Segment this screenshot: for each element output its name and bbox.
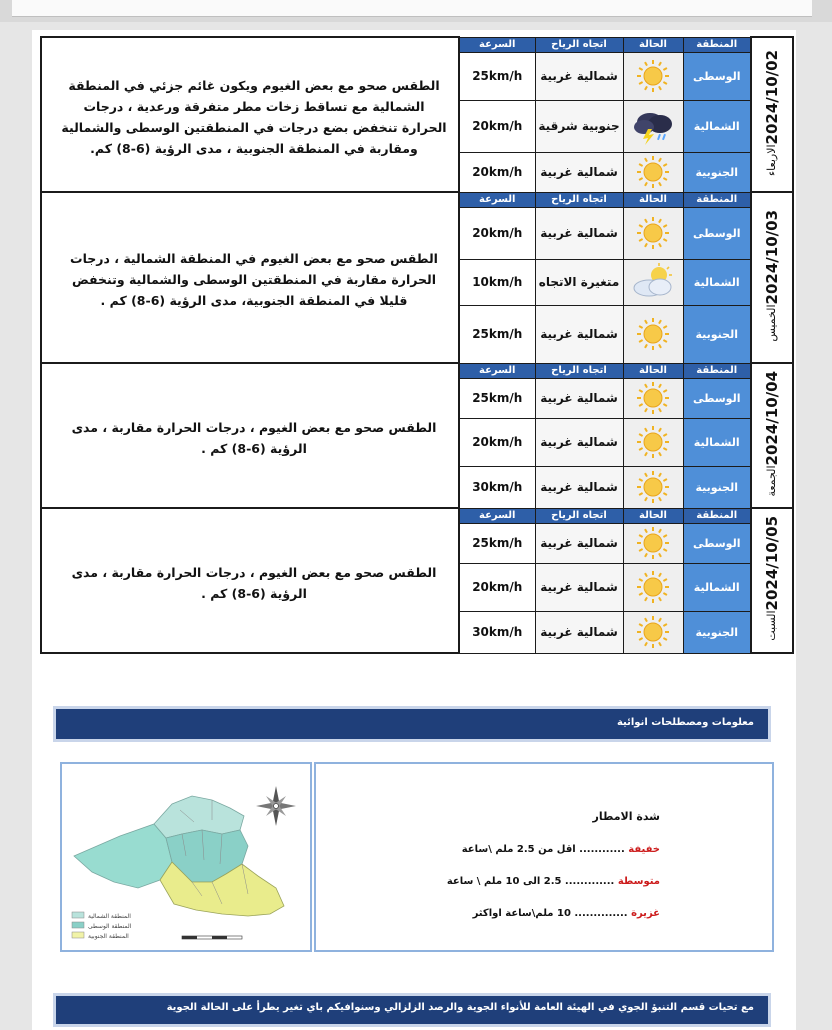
- wind-speed-cell: 25km/h: [459, 523, 535, 563]
- weather-icon-cell: [623, 152, 683, 192]
- legend-swatch-center: [72, 922, 84, 928]
- region-cell: الشمالية: [683, 259, 751, 305]
- regions-map-panel: [60, 762, 312, 952]
- legend-swatch-south: [72, 932, 84, 938]
- forecast-table: [40, 36, 794, 654]
- header-wind-dir: اتجاه الرياح: [535, 363, 623, 378]
- sun-icon: [633, 477, 673, 496]
- day-header-row: [41, 508, 793, 523]
- day-date-cell: [751, 192, 793, 363]
- wind-direction-cell: شمالية غربية: [535, 305, 623, 363]
- day-header-row: [41, 363, 793, 378]
- weather-icon-cell: [623, 378, 683, 418]
- day-name: الخميس: [765, 304, 778, 342]
- day-description: الطقس صحو مع بعض الغيوم ، درجات الحرارة مقاربة ، مدى الرؤية (6-8) كم .: [41, 363, 459, 508]
- weather-icon-cell: [623, 207, 683, 259]
- top-strip-panel: [12, 0, 812, 17]
- wind-speed-cell: 20km/h: [459, 100, 535, 152]
- region-cell: الشمالية: [683, 418, 751, 466]
- day-description: الطقس صحو مع بعض الغيوم ويكون غائم جزئي في المنطقة الشمالية مع تساقط زخات مطر متفرقة ورعدية ، درجات الحرارة تنخفض بضع درجات في المنطقتين الوسطى والشمالية ومقاربة في المنطقة الجنوبية ، مدى الرؤية (6-8) كم.: [41, 37, 459, 192]
- header-state: الحالة: [623, 508, 683, 523]
- day-description: الطقس صحو مع بعض الغيوم ، درجات الحرارة مقاربة ، مدى الرؤية (6-8) كم .: [41, 508, 459, 653]
- info-bar: [56, 709, 768, 739]
- wind-speed-cell: 20km/h: [459, 207, 535, 259]
- region-cell: الوسطى: [683, 52, 751, 100]
- legend-center-label: المنطقة الوسطى: [88, 923, 132, 930]
- top-strip: [0, 0, 832, 22]
- header-wind-dir: اتجاه الرياح: [535, 508, 623, 523]
- wind-speed-cell: 30km/h: [459, 611, 535, 653]
- day-date-value: 2024/10/04: [763, 370, 781, 466]
- day-date: [763, 210, 781, 342]
- region-cell: الوسطى: [683, 378, 751, 418]
- header-speed: السرعة: [459, 363, 535, 378]
- wind-direction-cell: متغيرة الاتجاه: [535, 259, 623, 305]
- wind-direction-cell: شمالية غربية: [535, 152, 623, 192]
- day-date: [763, 371, 781, 497]
- header-region: المنطقة: [683, 508, 751, 523]
- day-date: [763, 516, 781, 641]
- region-cell: الوسطى: [683, 523, 751, 563]
- map-legend: [72, 912, 132, 940]
- weather-icon-cell: [623, 52, 683, 100]
- compass-rose-icon: [256, 786, 296, 826]
- region-cell: الجنوبية: [683, 152, 751, 192]
- day-description: الطقس صحو مع بعض الغيوم في المنطقة الشمالية ، درجات الحرارة مقاربة في المنطقتين الوسطى والشمالية وتنخفض قليلا في المنطقة الجنوبية، مدى الرؤية (6-8) كم .: [41, 192, 459, 363]
- day-name: الاربعاء: [765, 143, 778, 176]
- day-date-cell: [751, 363, 793, 508]
- header-wind-dir: اتجاه الرياح: [535, 192, 623, 207]
- header-speed: السرعة: [459, 508, 535, 523]
- weather-icon-cell: [623, 305, 683, 363]
- wind-direction-cell: شمالية غربية: [535, 378, 623, 418]
- map-scale-bar: [182, 936, 242, 939]
- wind-direction-cell: شمالية غربية: [535, 523, 623, 563]
- header-region: المنطقة: [683, 192, 751, 207]
- wind-speed-cell: 25km/h: [459, 305, 535, 363]
- sun-icon: [633, 324, 673, 343]
- map-west-region: [74, 824, 172, 888]
- weather-icon-cell: [623, 259, 683, 305]
- footer-bar: [56, 996, 768, 1024]
- wind-speed-cell: 20km/h: [459, 563, 535, 611]
- day-name: السبت: [765, 610, 778, 641]
- rain-intensity-title: شدة الامطار: [592, 810, 660, 823]
- legend-north-label: المنطقة الشمالية: [88, 913, 131, 920]
- region-cell: الشمالية: [683, 563, 751, 611]
- wind-speed-cell: 30km/h: [459, 466, 535, 508]
- weather-icon-cell: [623, 466, 683, 508]
- region-cell: الجنوبية: [683, 611, 751, 653]
- sun-icon: [633, 533, 673, 552]
- header-speed: السرعة: [459, 37, 535, 52]
- header-state: الحالة: [623, 363, 683, 378]
- region-cell: الجنوبية: [683, 305, 751, 363]
- region-cell: الجنوبية: [683, 466, 751, 508]
- rain-moderate-label: متوسطة: [617, 876, 660, 887]
- header-wind-dir: اتجاه الرياح: [535, 37, 623, 52]
- wind-direction-cell: شمالية غربية: [535, 207, 623, 259]
- wind-speed-cell: 25km/h: [459, 378, 535, 418]
- header-region: المنطقة: [683, 37, 751, 52]
- legend-south-label: المنطقة الجنوبية: [88, 933, 129, 940]
- sun-icon: [633, 432, 673, 451]
- rain-moderate-row: [447, 876, 660, 887]
- header-speed: السرعة: [459, 192, 535, 207]
- wind-direction-cell: شمالية غربية: [535, 611, 623, 653]
- day-header-row: [41, 192, 793, 207]
- weather-icon-cell: [623, 563, 683, 611]
- wind-direction-cell: شمالية غربية: [535, 466, 623, 508]
- region-cell: الشمالية: [683, 100, 751, 152]
- rain-heavy-label: غزيرة: [631, 908, 660, 919]
- wind-speed-cell: 10km/h: [459, 259, 535, 305]
- day-date-value: 2024/10/03: [763, 209, 781, 305]
- partly-cloudy-icon: [629, 272, 677, 291]
- header-state: الحالة: [623, 192, 683, 207]
- weather-icon-cell: [623, 611, 683, 653]
- header-state: الحالة: [623, 37, 683, 52]
- legend-swatch-north: [72, 912, 84, 918]
- rain-heavy-text: .............. 10 ملم\ساعة اواكثر: [472, 908, 628, 919]
- header-region: المنطقة: [683, 363, 751, 378]
- day-date-cell: [751, 508, 793, 653]
- sun-icon: [633, 223, 673, 242]
- day-date-cell: [751, 37, 793, 192]
- weather-icon-cell: [623, 418, 683, 466]
- wind-direction-cell: شمالية غربية: [535, 418, 623, 466]
- wind-speed-cell: 20km/h: [459, 152, 535, 192]
- rain-moderate-text: ............. 2.5 الى 10 ملم \ ساعة: [446, 876, 615, 887]
- rain-light-text: ............ اقل من 2.5 ملم \ساعة: [461, 844, 625, 855]
- day-name: الجمعة: [765, 465, 778, 497]
- weather-icon-cell: [623, 100, 683, 152]
- wind-direction-cell: جنوبية شرقية: [535, 100, 623, 152]
- rain-light-row: [462, 844, 660, 855]
- day-date: [763, 50, 781, 176]
- weather-icon-cell: [623, 523, 683, 563]
- day-header-row: [41, 37, 793, 52]
- info-bar-title: معلومات ومصطلحات انوائية: [616, 717, 754, 728]
- rain-heavy-row: [473, 908, 660, 919]
- sun-icon: [633, 66, 673, 85]
- thunderstorm-icon: [630, 116, 676, 135]
- day-date-value: 2024/10/02: [763, 49, 781, 144]
- rain-intensity-panel: [314, 762, 774, 952]
- sun-icon: [633, 162, 673, 181]
- wind-speed-cell: 25km/h: [459, 52, 535, 100]
- wind-speed-cell: 20km/h: [459, 418, 535, 466]
- sun-icon: [633, 622, 673, 641]
- footer-text: مع تحيات قسم التنبؤ الجوي في الهيئة العامة للأنواء الجوية والرصد الزلزالي وسنوافيكم باي تغير يطرأ على الحالة الجوية: [166, 1002, 754, 1013]
- rain-light-label: خفيفة: [628, 844, 660, 855]
- iraq-regions-map: [62, 764, 310, 950]
- day-date-value: 2024/10/05: [763, 516, 781, 611]
- wind-direction-cell: شمالية غربية: [535, 563, 623, 611]
- wind-direction-cell: شمالية غربية: [535, 52, 623, 100]
- sun-icon: [633, 388, 673, 407]
- region-cell: الوسطى: [683, 207, 751, 259]
- sun-icon: [633, 577, 673, 596]
